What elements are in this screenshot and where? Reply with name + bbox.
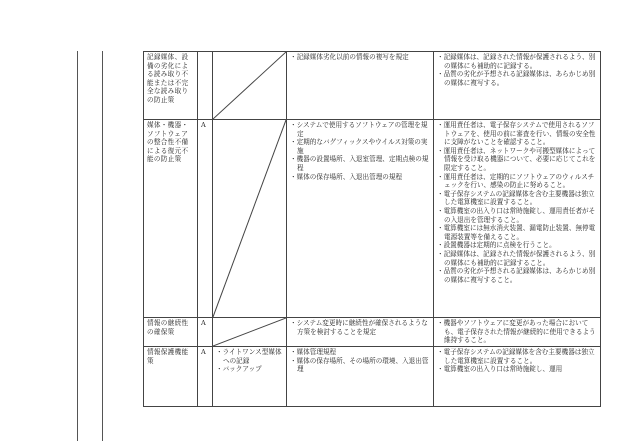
not-applicable-cell (213, 318, 287, 347)
system-function-cell (213, 347, 287, 407)
category-cell: 情報保護機能策 (144, 347, 198, 407)
margin-line-left (77, 51, 78, 441)
list-item: ・運用責任者は、電子保存システムで使用されるソフトウェアを、使用の前に審査を行い、情報の安全性に支障がないことを確認すること。 (437, 121, 596, 147)
list-item: ・媒体管理規程 (290, 348, 337, 356)
implementation-cell (434, 347, 601, 407)
list-item: ・設置機器は定期的に点検を行うこと。 (437, 241, 556, 250)
list-item: ・電算機室には無水消火装置、漏電防止装置、無停電電源装置等を備えること。 (437, 224, 596, 241)
list-item: ・電算機室の出入り口は常時施錠し、運用 (437, 365, 563, 374)
implementation-cell (434, 120, 601, 318)
category-cell: 媒体・機器・ソフトウェアの整合性不備による復元不能の防止策 (144, 120, 198, 318)
diagonal-strike (213, 318, 286, 346)
table-row (144, 52, 601, 120)
list-item: ・機器やソフトウェアに変更があった場合においても、電子保存された情報が継続的に使用できるよう維持すること。 (437, 319, 596, 345)
measure-cell (287, 318, 434, 347)
measure-cell (287, 120, 434, 318)
list-item: ・品質の劣化が予想される記録媒体は、あらかじめ別の媒体に複写すること。 (437, 267, 596, 284)
measure-cell (287, 347, 434, 407)
diagonal-strike (213, 120, 286, 317)
implementation-cell (434, 52, 601, 120)
requirements-table (143, 51, 601, 407)
list-item: ・記録媒体は、記録された情報が保護されるよう、別の媒体にも補助的に記録すること。 (437, 249, 596, 267)
diagonal-strike (213, 52, 286, 119)
not-applicable-cell (213, 120, 287, 318)
table-row (144, 120, 601, 318)
level-cell: A (198, 347, 213, 407)
table-row (144, 347, 601, 407)
list-item: ・システムで使用するソフトウェアの管理を規定 (290, 121, 428, 138)
list-item: ・電子保存システムの記録媒体を含む主要機器は独立した電算機室に設置すること。 (437, 348, 595, 365)
list-item: ・媒体の保存場所、その場所の環境、入退出管理 (290, 356, 429, 374)
list-item: ・運用責任者は、ネットワークや可搬型媒体によって情報を受け取る機器について、必要に応じてこれを限定すること。 (437, 146, 596, 172)
list-item: ・媒体の保存場所、入退出管理の規程 (290, 172, 403, 181)
list-item: ・電子保存システムの記録媒体を含む主要機器は独立した電算機室に設置すること。 (437, 189, 595, 207)
level-cell (198, 52, 213, 120)
measure-cell (287, 52, 434, 120)
not-applicable-cell (213, 52, 287, 120)
list-item: ・品質の劣化が予想される記録媒体は、あらかじめ別の媒体に複写する。 (437, 70, 596, 87)
list-item: ・システム変更時に継続性が確保されるような方策を検討することを規定 (290, 319, 428, 336)
list-item: ・記録媒体劣化以前の情報の複写を規定 (290, 53, 409, 61)
level-cell: A (198, 120, 213, 318)
list-item: ・バックアップ (216, 365, 262, 374)
list-item: ・運用責任者は、定期的にソフトウェアのウィルスチェックを行い、感染の防止に努めること。 (437, 172, 595, 190)
table-row (144, 318, 601, 347)
category-cell: 情報の継続性の確保策 (144, 318, 198, 347)
level-cell: A (198, 318, 213, 347)
implementation-cell (434, 318, 601, 347)
category-cell: 記録媒体、設備の劣化による読み取り不能または不完全な読み取りの防止策 (144, 52, 198, 120)
list-item: ・定期的なバグフィックスやウイルス対策の実施 (290, 138, 428, 155)
list-item: ・電算機室の出入り口は常時施錠し、運用責任者がその入退出を管理すること。 (437, 206, 596, 224)
list-item: ・記録媒体は、記録された情報が保護されるよう、別の媒体にも補助的に記録する。 (437, 53, 596, 70)
margin-line-right (102, 51, 103, 441)
list-item: ・ライトワンス型媒体への記録 (216, 348, 282, 365)
list-item: ・機器の設置場所、入退室管理、定期点検の規程 (290, 155, 429, 172)
